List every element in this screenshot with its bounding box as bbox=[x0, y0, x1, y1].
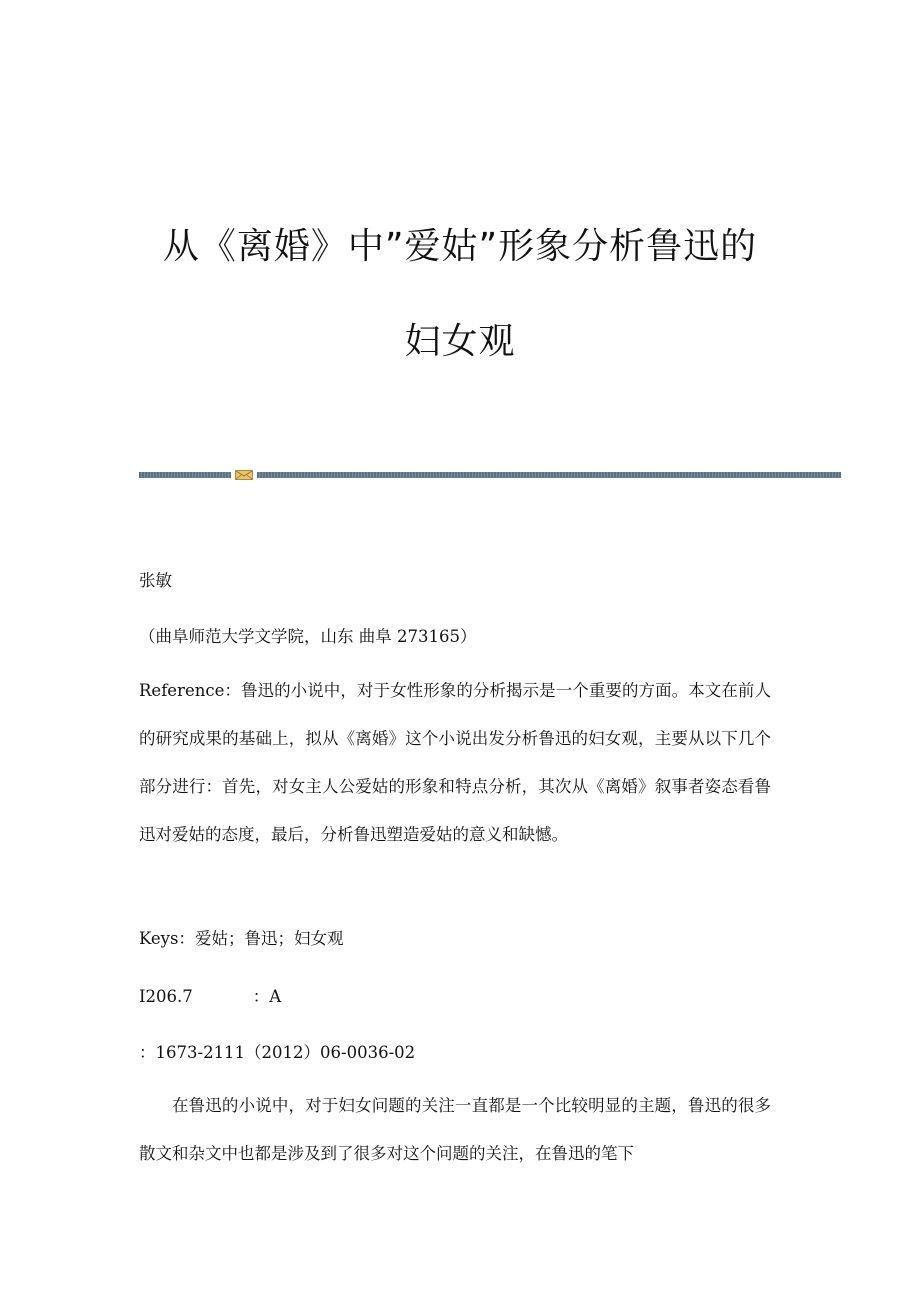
abstract bbox=[139, 667, 771, 859]
divider-bar-right bbox=[257, 472, 841, 478]
clc-number: I206.7 bbox=[139, 987, 193, 1006]
keywords bbox=[139, 927, 779, 951]
article-number: ：1673-2111（2012）06-0036-02 bbox=[139, 1043, 416, 1062]
author-name: 张敏 bbox=[139, 571, 172, 590]
abstract-text: 鲁迅的小说中，对于女性形象的分析揭示是一个重要的方面。本文在前人的研究成果的基础上，拟从《离婚》这个小说出发分析鲁迅的妇女观，主要从以下几个部分进行：首先，对女主人公爱姑的形象和特点分析，其次从《离婚》叙事者姿态看鲁迅对爱姑的态度，最后，分析鲁迅塑造爱姑的意义和缺憾。 bbox=[139, 681, 771, 844]
body-paragraph: 在鲁迅的小说中，对于妇女问题的关注一直都是一个比较明显的主题，鲁迅的很多散文和杂文中也都是涉及到了很多对这个问题的关注，在鲁迅的笔下 bbox=[139, 1096, 771, 1163]
title-line-1: 从《离婚》中”爱姑”形象分析鲁迅的 bbox=[162, 226, 758, 267]
title-line-2: 妇女观 bbox=[404, 321, 516, 362]
keywords-text: 爱姑；鲁迅；妇女观 bbox=[194, 929, 344, 948]
keywords-label: Keys： bbox=[139, 929, 195, 948]
abstract-label: Reference： bbox=[139, 681, 241, 700]
title-divider bbox=[139, 470, 841, 480]
classification-line bbox=[139, 985, 779, 1009]
envelope-ornament-icon bbox=[235, 470, 253, 480]
document-code: ：A bbox=[252, 987, 282, 1006]
author-affiliation: （曲阜师范大学文学院，山东 曲阜 273165） bbox=[139, 627, 477, 646]
divider-bar-left bbox=[139, 472, 231, 478]
